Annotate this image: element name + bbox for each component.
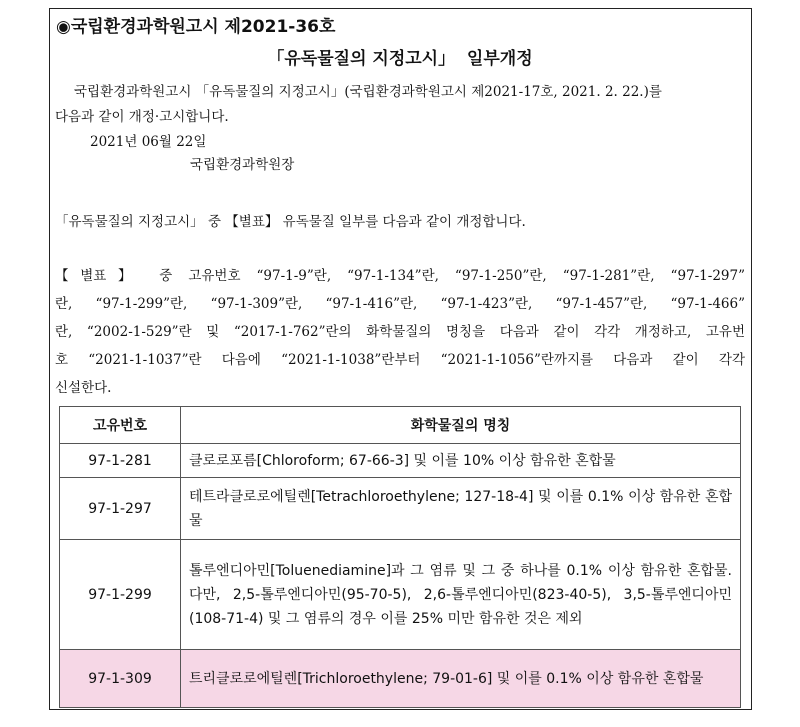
notice-date: 2021년 06월 22일 [90,134,207,150]
amendment-detail-line: 신설한다. [55,380,112,396]
substance-table [59,406,741,708]
amendment-detail-line: 【별표】 중 고유번호 “97-1-9”란, “97-1-134”란, “97-1-250”란, “97-1-281”란, “97-1-297” [55,268,745,284]
amendment-statement: 「유독물질의 지정고시」 중 【별표】 유독물질 일부를 다음과 같이 개정합니다. [55,214,526,230]
document-heading: 「유독물질의 지정고시」 일부개정 [267,49,533,69]
amendment-detail-line: 호 “2021-1-1037”란 다음에 “2021-1-1038”란부터 “2021-1-1056”란까지를 다음과 같이 각각 [55,352,745,368]
substance-code: 97-1-297 [60,478,181,540]
issuer-name: 국립환경과학원장 [190,157,295,173]
table-row [60,540,741,650]
table-header-row [60,407,741,444]
substance-name: 클로로포름[Chloroform; 67-66-3] 및 이를 10% 이상 함유한 혼합물 [181,444,741,478]
substance-code: 97-1-309 [60,650,181,708]
substance-name: 톨루엔디아민[Toluenediamine]과 그 염류 및 그 중 하나를 0.1% 이상 함유한 혼합물. 다만, 2,5-톨루엔디아민(95-70-5), 2,6-톨루엔디아민(823-40-5), 3,5-톨루엔디아민(108-71-4) 및 그 염류의 경우 이를 25% 미만 함유한 것은 제외 [181,540,741,650]
amendment-detail-line: 란, “2002-1-529”란 및 “2017-1-762”란의 화학물질의 명칭을 다음과 같이 각각 개정하고, 고유번 [55,324,745,340]
intro-line-1: 국립환경과학원고시 「유독물질의 지정고시」(국립환경과학원고시 제2021-17호, 2021. 2. 22.)를 [74,84,662,100]
column-header-code: 고유번호 [60,407,181,444]
substance-name: 트리클로로에틸렌[Trichloroethylene; 79-01-6] 및 이를 0.1% 이상 함유한 혼합물 [181,650,741,708]
intro-line-2: 다음과 같이 개정·고시합니다. [55,109,229,125]
table-row [60,444,741,478]
substance-code: 97-1-299 [60,540,181,650]
table-row [60,478,741,540]
notice-title: ◉국립환경과학원고시 제2021-36호 [56,17,336,37]
amendment-detail-line: 란, “97-1-299”란, “97-1-309”란, “97-1-416”란, “97-1-423”란, “97-1-457”란, “97-1-466” [55,296,745,312]
substance-name: 테트라클로로에틸렌[Tetrachloroethylene; 127-18-4] 및 이를 0.1% 이상 함유한 혼합물 [181,478,741,540]
column-header-name: 화학물질의 명칭 [181,407,741,444]
table-row-highlighted [60,650,741,708]
substance-code: 97-1-281 [60,444,181,478]
